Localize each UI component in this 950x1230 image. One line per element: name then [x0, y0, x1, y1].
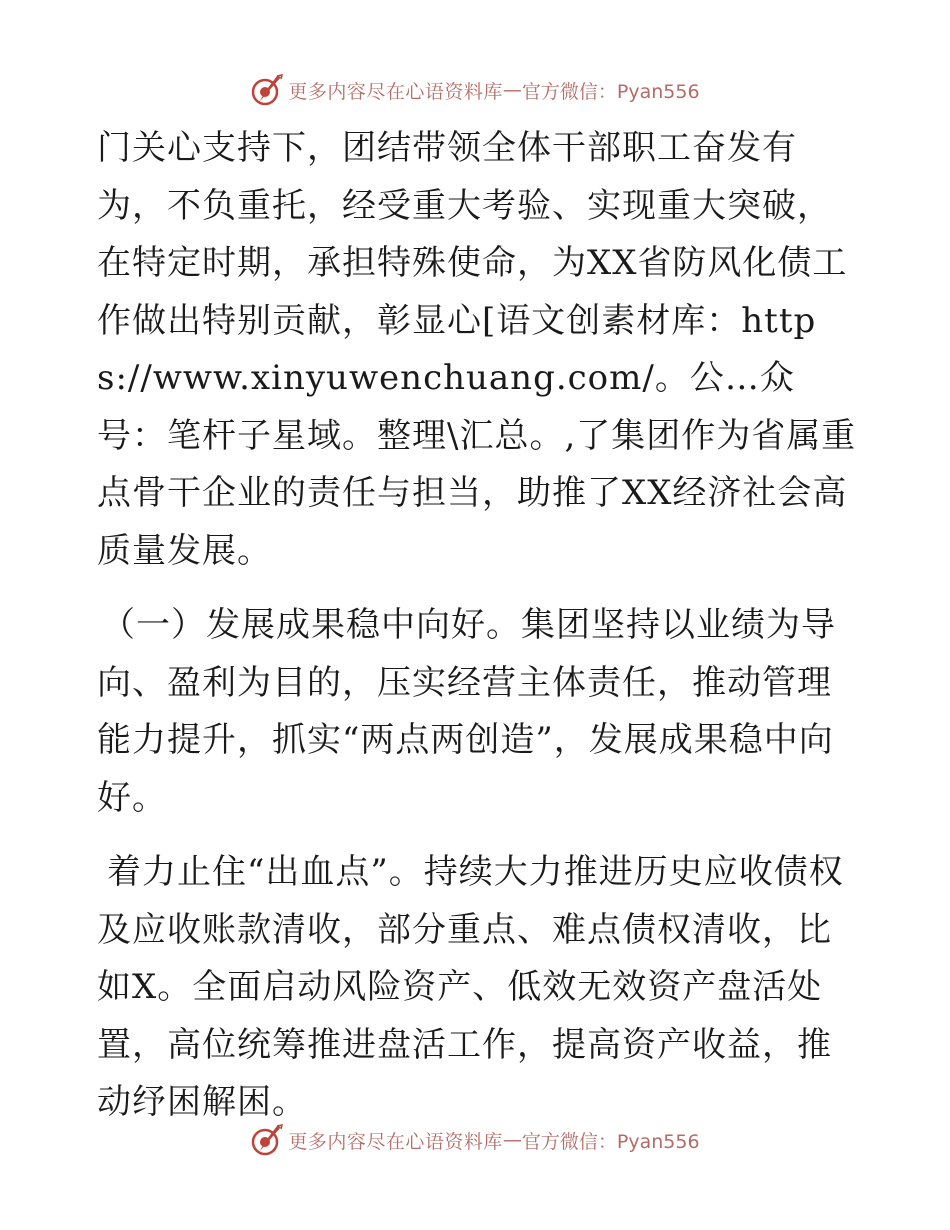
paragraph-2: （一）发展成果稳中向好。集团坚持以业绩为导向、盈利为目的，压实经营主体责任，推动管理能力提升，抓实“两点两创造”，发展成果稳中向好。 — [97, 605, 836, 818]
header-watermark — [0, 70, 950, 110]
watermark-site-text: 更多内容尽在心语资料库 — [288, 1130, 503, 1153]
paragraph-3: 着力止住“出血点”。持续大力推进历史应收债权及应收账款清收，部分重点、难点债权清收，比如X。全面启动风险资产、低效无效资产盘活处置，高位统筹推进盘活工作，提高资产收益，推动纾困解困。 — [97, 852, 844, 1122]
watermark-dash: — — [502, 79, 522, 101]
watermark-dash: — — [502, 1129, 522, 1151]
quill-seal-icon — [250, 1123, 284, 1157]
document-body — [97, 120, 857, 1132]
quill-seal-icon — [250, 73, 284, 107]
paragraph-1: 门关心支持下，团结带领全体干部职工奋发有为，不负重托，经受重大考验、实现重大突破，在特定时期，承担特殊使命，为XX省防风化债工作做出特别贡献，彰显心[语文创素材库：https://www.xinyuwenchuang.com/。公…众号：笔杆子星域。整理\汇总。,了集团作为省属重点骨干企业的责任与担当，助推了XX经济社会高质量发展。 — [97, 128, 857, 571]
footer-watermark — [0, 1120, 950, 1160]
watermark-wechat-text: 官方微信：Pyan556 — [521, 1130, 700, 1153]
watermark-wechat-text: 官方微信：Pyan556 — [521, 80, 700, 103]
watermark-site-text: 更多内容尽在心语资料库 — [288, 80, 503, 103]
